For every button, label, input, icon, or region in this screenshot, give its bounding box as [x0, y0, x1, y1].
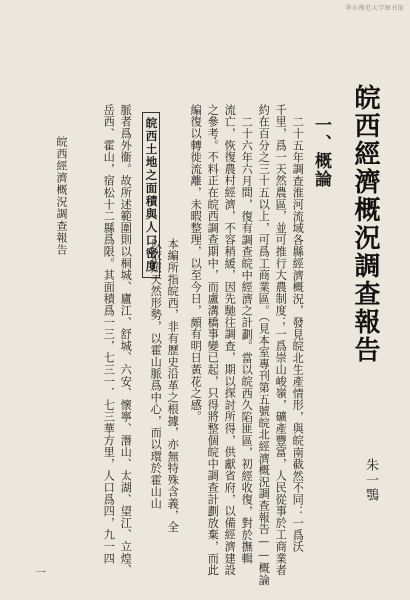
document-title: 皖西經濟概況調查報告: [350, 84, 380, 364]
body-column: 千里，爲一天然農區，並可推行大農制度；一爲崇山峻嶺，礦產豐富，人民從事於工商業者: [274, 104, 288, 576]
page-number: 一: [36, 568, 46, 579]
body-column: 脈者爲外衞。故所述範圍則以桐城、廬江、舒城、六安、懷寧、潛山、太湖、望江、立煌、: [119, 104, 133, 576]
body-column: 以依照天然形勢，以霍山脈爲中心，而以環於霍山山: [149, 238, 163, 510]
body-column: 流亡，恢復農村經濟，不容稍緩，因先馳往調查，期以探討所得，供獻省府，以備經濟建設: [223, 104, 237, 576]
body-column: 之參考。不料正在皖西調查期中，而盧溝橋事變已起，只得將整個皖中調查計劃放棄，而此: [206, 104, 220, 576]
section-heading-overview: 一、概論: [311, 116, 331, 188]
body-column: 約在百分之三十五以上，可爲工商業區。（見本室專刊第五號皖北經濟概況調查報告——概論: [257, 104, 271, 586]
body-column: 二十六年六月間，復有調查皖中經濟之計劃。當以皖西久陷匪區，初經收復，對於撫輯: [240, 116, 254, 565]
body-column: 岳西、霍山，宿松十二縣爲限。其面積爲一三，七三一．七三華方里，人口爲四，九一四: [102, 104, 116, 565]
author-name: 朱一鶚: [363, 458, 378, 503]
running-header: 皖西經濟概況調查報告: [55, 136, 68, 256]
library-watermark: 华东师范大学图书馆: [345, 5, 404, 12]
body-column: 本編所指皖西，非有歷史沿革之根據，亦無特殊含義，全: [166, 238, 180, 533]
body-column: 二十五年調查淮河流域各縣經濟概況，發見皖北生產情形，與皖南截然不同：一爲沃: [291, 116, 305, 553]
section-heading-land-population: 皖西土地之面積與人口密度: [142, 112, 160, 278]
body-column: 編復以轉徙流離，未暇整理，以至今日，頗有明日黃花之感。: [189, 104, 203, 423]
